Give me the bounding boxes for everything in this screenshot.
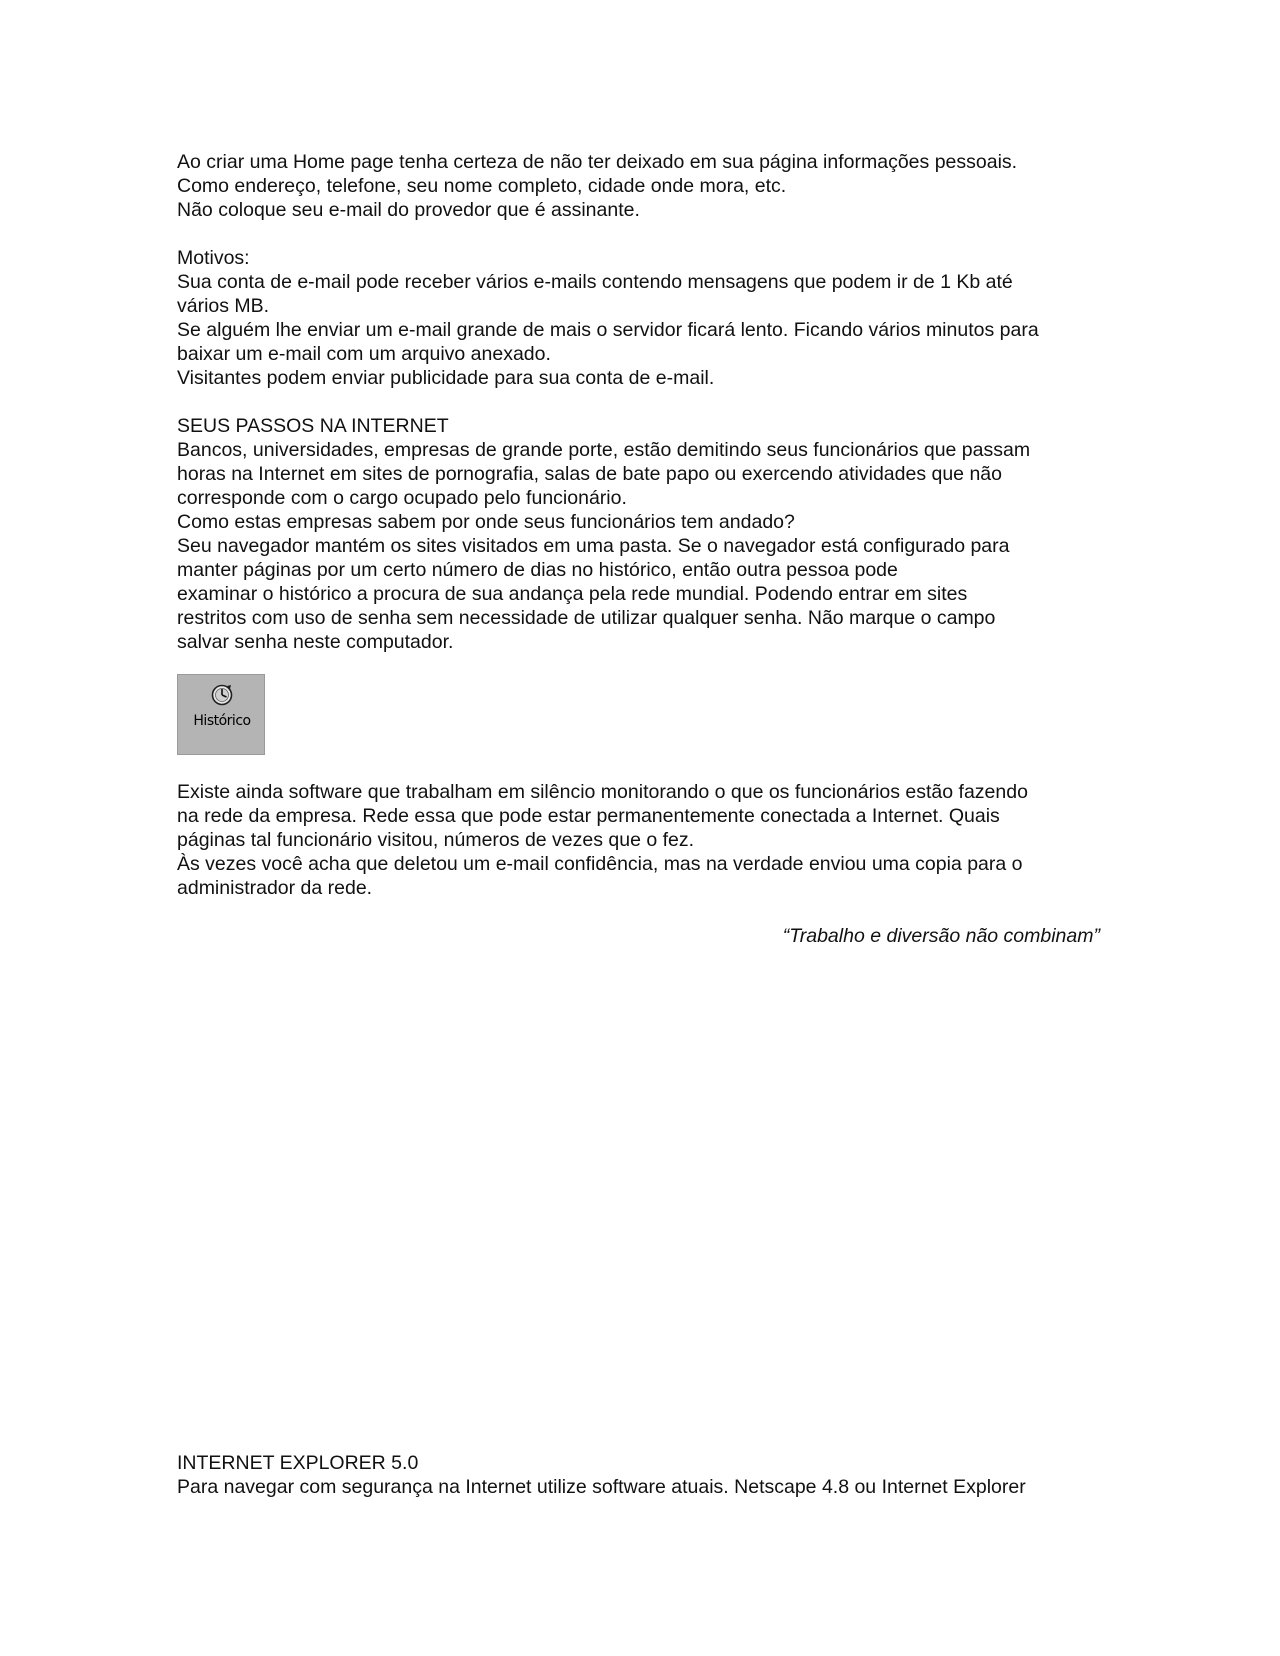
motivos-heading: Motivos:: [177, 247, 250, 269]
passos-line: manter páginas por um certo número de dias no histórico, então outra pessoa pode: [177, 559, 898, 581]
monitor-line: Às vezes você acha que deletou um e-mail confidência, mas na verdade enviou uma copia para o: [177, 853, 1023, 875]
ie-line: Para navegar com segurança na Internet utilize software atuais. Netscape 4.8 ou Internet Explorer: [177, 1476, 1026, 1498]
history-clock-icon: [211, 684, 233, 706]
monitor-section: [177, 780, 1117, 900]
passos-line: examinar o histórico a procura de sua andança pela rede mundial. Podendo entrar em sites: [177, 583, 968, 605]
motivos-line: Sua conta de e-mail pode receber vários e-mails contendo mensagens que podem ir de 1 Kb até: [177, 271, 1013, 293]
intro-line: Ao criar uma Home page tenha certeza de não ter deixado em sua página informações pessoais.: [177, 151, 1018, 173]
passos-line: Bancos, universidades, empresas de grande porte, estão demitindo seus funcionários que passam: [177, 439, 1031, 461]
passos-line: salvar senha neste computador.: [177, 631, 454, 653]
passos-heading: SEUS PASSOS NA INTERNET: [177, 415, 449, 437]
ie-heading: INTERNET EXPLORER 5.0: [177, 1452, 419, 1474]
motivos-line: vários MB.: [177, 295, 270, 317]
monitor-line: páginas tal funcionário visitou, números de vezes que o fez.: [177, 829, 695, 851]
monitor-line: na rede da empresa. Rede essa que pode estar permanentemente conectada a Internet. Quais: [177, 805, 1000, 827]
monitor-line: administrador da rede.: [177, 877, 373, 899]
monitor-line: Existe ainda software que trabalham em silêncio monitorando o que os funcionários estão fazendo: [177, 781, 1028, 803]
passos-line: restritos com uso de senha sem necessidade de utilizar qualquer senha. Não marque o campo: [177, 607, 996, 629]
passos-line: Como estas empresas sabem por onde seus funcionários tem andado?: [177, 511, 795, 533]
historico-button[interactable]: [177, 674, 265, 755]
quote-text: “Trabalho e diversão não combinam”: [782, 925, 1100, 947]
historico-button-label: Histórico: [193, 713, 251, 729]
passos-line: corresponde com o cargo ocupado pelo funcionário.: [177, 487, 627, 509]
intro-section: [177, 150, 1117, 654]
intro-line: Não coloque seu e-mail do provedor que é assinante.: [177, 199, 640, 221]
passos-line: horas na Internet em sites de pornografia, salas de bate papo ou exercendo atividades que não: [177, 463, 1002, 485]
motivos-line: baixar um e-mail com um arquivo anexado.: [177, 343, 551, 365]
intro-line: Como endereço, telefone, seu nome completo, cidade onde mora, etc.: [177, 175, 787, 197]
ie-section: [177, 1451, 1117, 1499]
motivos-line: Visitantes podem enviar publicidade para sua conta de e-mail.: [177, 367, 715, 389]
motivos-line: Se alguém lhe enviar um e-mail grande de mais o servidor ficará lento. Ficando vários minutos para: [177, 319, 1039, 341]
passos-line: Seu navegador mantém os sites visitados em uma pasta. Se o navegador está configurado para: [177, 535, 1010, 557]
